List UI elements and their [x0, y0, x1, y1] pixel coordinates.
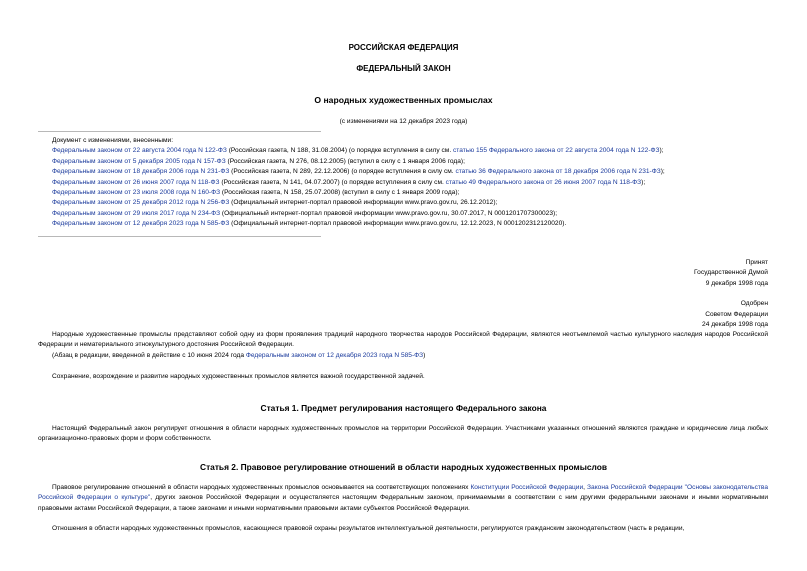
change-law-link[interactable]: Федеральным законом от 18 декабря 2006 года N 231-ФЗ [52, 168, 230, 176]
article-1-heading: Статья 1. Предмет регулирования настоящего Федерального закона [260, 403, 547, 413]
change-article-link[interactable]: статью 36 Федерального закона от 18 декабря 2006 года N 231-ФЗ [455, 168, 661, 176]
adoption-block [600, 258, 768, 330]
divider-top [38, 131, 321, 132]
preamble-paragraph-1: Народные художественные промыслы представляют собой одну из форм проявления традиций народного творчества народов Российской Федерации, являются неотъемлемой частью культурного наследия народов Российской Федерации и нематериального этнокультурного достояния Российской Федерации. [38, 331, 768, 349]
law-type-title: ФЕДЕРАЛЬНЫЙ ЗАКОН [356, 64, 451, 73]
change-law-link[interactable]: Федеральным законом от 12 декабря 2023 года N 585-ФЗ [52, 220, 230, 228]
change-item: Федеральным законом от 22 августа 2004 года N 122-ФЗ (Российская газета, N 188, 31.08.2004) (о порядке вступления в силу см. статью 155 Федерального закона от 22 августа 2004 года N 122-ФЗ); [52, 147, 664, 155]
preamble-paragraph-2: Сохранение, возрождение и развитие народных художественных промыслов является важной государственной задачей. [52, 373, 425, 380]
change-law-link[interactable]: Федеральным законом от 25 декабря 2012 года N 256-ФЗ [52, 199, 230, 207]
change-law-link[interactable]: Федеральным законом от 22 августа 2004 года N 122-ФЗ [52, 147, 227, 155]
article-2-heading: Статья 2. Правовое регулирование отношений в области народных художественных промыслов [200, 462, 607, 472]
change-item: Федеральным законом от 29 июля 2017 года N 234-ФЗ (Официальный интернет-портал правовой информации www.pravo.gov.ru, 30.07.2017, N 0001201707300023); [52, 209, 558, 217]
constitution-link[interactable]: Конституции Российской Федерации [470, 484, 584, 491]
federation-title: РОССИЙСКАЯ ФЕДЕРАЦИЯ [348, 43, 459, 52]
approved-label: Одобрен [740, 300, 768, 308]
duma-label: Государственной Думой [694, 269, 768, 277]
change-law-link[interactable]: Федеральным законом от 23 июля 2008 года N 160-ФЗ [52, 189, 221, 197]
duma-date: 9 декабря 1998 года [705, 279, 768, 287]
change-item: Федеральным законом от 23 июля 2008 года N 160-ФЗ (Российская газета, N 158, 25.07.2008) (вступил в силу с 1 января 2009 года); [52, 189, 460, 197]
change-item: Федеральным законом от 25 декабря 2012 года N 256-ФЗ (Официальный интернет-портал правовой информации www.pravo.gov.ru, 26.12.2012); [52, 199, 498, 207]
change-law-link[interactable]: Федеральным законом от 29 июля 2017 года N 234-ФЗ [52, 209, 221, 217]
note-law-link[interactable]: Федеральным законом от 12 декабря 2023 года N 585-ФЗ [245, 352, 424, 359]
council-label: Советом Федерации [705, 310, 768, 318]
article-2-paragraph-2: Отношения в области народных художественных промыслов, касающиеся правовой охраны результатов интеллектуальной деятельности, регулируются гражданским законодательством (часть в редакции, [52, 525, 685, 532]
change-article-link[interactable]: статью 155 Федерального закона от 22 августа 2004 года N 122-ФЗ [453, 147, 660, 155]
changes-intro: Документ с изменениями, внесенными: [52, 137, 174, 144]
change-article-link[interactable]: статью 49 Федерального закона от 26 июня 2007 года N 118-ФЗ [445, 178, 642, 186]
article-2-paragraph-1: Правовое регулирование отношений в области народных художественных промыслов основывается на соответствующих положениях Конституции Российской Федерации, Закона Российской Федерации "Основы законодательства Российской Федерации о культуре", других законов Российской Федерации и осуществляется настоящим Федеральным законом, принимаемыми в соответствии с ним другими федеральными законами и иными нормативными правовыми актами Российской Федерации, а также законами и иными нормативными правовыми актами субъектов Российской Федерации. [38, 484, 769, 512]
law-title: О народных художественных промыслах [314, 95, 493, 105]
culture-law-link[interactable]: Закона Российской Федерации "Основы законодательства Российской Федерации о культуре" [38, 484, 768, 502]
change-law-link[interactable]: Федеральным законом от 5 декабря 2005 года N 157-ФЗ [52, 157, 226, 165]
change-item: Федеральным законом от 26 июня 2007 года N 118-ФЗ (Российская газета, N 141, 04.07.2007) (о порядке вступления в силу см. статью 49 Федерального закона от 26 июня 2007 года N 118-ФЗ); [52, 178, 646, 186]
accepted-label: Принят [745, 259, 768, 266]
change-law-link[interactable]: Федеральным законом от 26 июня 2007 года N 118-ФЗ [52, 178, 220, 186]
changes-list [52, 136, 792, 230]
article-1-paragraph: Настоящий Федеральный закон регулирует отношения в области народных художественных промыслов на территории Российской Федерации. Участниками указанных отношений являются граждане и юридические лица любых организационно-правовых форм и форм собственности. [38, 425, 768, 443]
revision-note: (с изменениями на 12 декабря 2023 года) [339, 118, 468, 125]
change-item: Федеральным законом от 12 декабря 2023 года N 585-ФЗ (Официальный интернет-портал правовой информации www.pravo.gov.ru, 12.12.2023, N 0001202312120020). [52, 220, 567, 228]
council-date: 24 декабря 1998 года [702, 321, 768, 329]
preamble-note: (Абзац в редакции, введенной в действие с 10 июня 2024 года Федеральным законом от 12 декабря 2023 года N 585-ФЗ) [52, 352, 426, 359]
change-item: Федеральным законом от 5 декабря 2005 года N 157-ФЗ (Российская газета, N 276, 08.12.2005) (вступил в силу с 1 января 2006 года); [52, 157, 465, 165]
divider-bottom [38, 236, 321, 237]
change-item: Федеральным законом от 18 декабря 2006 года N 231-ФЗ (Российская газета, N 289, 22.12.2006) (о порядке вступления в силу см. статью 36 Федерального закона от 18 декабря 2006 года N 231-ФЗ); [52, 168, 665, 176]
